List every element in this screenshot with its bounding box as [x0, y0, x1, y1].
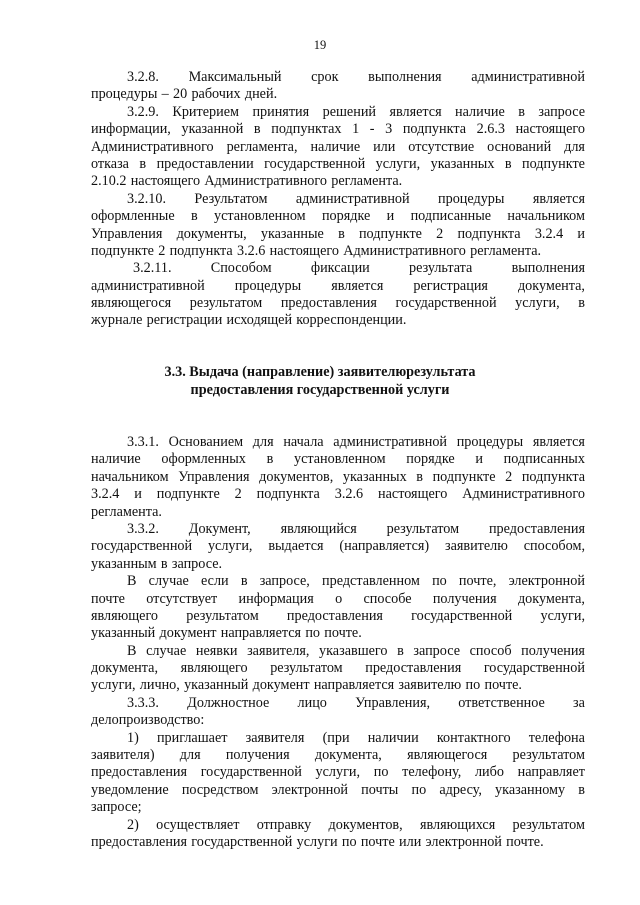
text-line: подпункте 2 подпункта 3.2.6 настоящего Административного регламента.: [91, 242, 542, 259]
section-3-2-continued: [91, 69, 585, 330]
paragraph-p329: [91, 104, 585, 191]
text-line: государственной услуги, выдается (направляется) заявителю способом,: [91, 538, 585, 555]
paragraph-p3210: [91, 191, 585, 261]
section-3-3-body: [91, 434, 585, 851]
paragraph-p3211: [91, 260, 585, 330]
text-line: информации, указанной в подпунктах 1 - 3 подпункта 2.6.3 настоящего: [91, 121, 585, 138]
section-heading-line-2: предоставления государственной услуги: [190, 381, 450, 398]
text-line: почте отсутствует информация о способе получения документа,: [91, 590, 585, 607]
text-line: журнале регистрации исходящей корреспонденции.: [91, 312, 407, 329]
paragraph-p333_1: [91, 730, 585, 817]
text-line: 3.2.10. Результатом административной процедуры является: [127, 190, 585, 207]
paragraph-p333: [91, 695, 585, 730]
text-line: 1) приглашает заявителя (при наличии контактного телефона: [127, 729, 585, 746]
text-line: оформленные в установленном порядке и подписанные начальником: [91, 208, 585, 225]
text-line: административной процедуры является регистрация документа,: [91, 277, 585, 294]
text-line: 3.3.2. Документ, являющийся результатом предоставления: [127, 520, 585, 537]
text-line: услуги, лично, указанный документ направляется заявителю по почте.: [91, 677, 522, 694]
text-line: заявителя) для получения документа, являющегося результатом: [91, 747, 585, 764]
paragraph-p332: [91, 521, 585, 573]
section-heading-line-1: 3.3. Выдача (направление) заявителюрезультата: [164, 364, 476, 380]
page-number: 19: [313, 38, 327, 52]
text-line: 3.3.3. Должностное лицо Управления, ответственное за: [127, 694, 585, 711]
paragraph-p333_2: [91, 817, 585, 852]
text-line: 2.10.2 настоящего Административного регламента.: [91, 173, 403, 190]
text-line: являющегося результатом предоставления государственной услуги, в: [91, 295, 585, 312]
text-line: 3.2.11. Способом фиксации результата выполнения: [133, 260, 585, 277]
text-line: предоставления государственной услуги, по телефону, либо направляет: [91, 764, 585, 781]
section-heading: [0, 364, 640, 399]
text-line: наличие оформленных в установленном порядке и подписанных: [91, 451, 585, 468]
paragraph-p332b: [91, 643, 585, 695]
text-line: В случае если в запросе, представленном по почте, электронной: [127, 573, 585, 590]
text-line: В случае неявки заявителя, указавшего в запросе способ получения: [127, 642, 585, 659]
text-line: 3.2.9. Критерием принятия решений является наличие в запросе: [127, 103, 585, 120]
text-line: 3.2.8. Максимальный срок выполнения административной: [127, 69, 585, 85]
text-line: предоставления государственной услуги по почте или электронной почте.: [91, 833, 544, 850]
text-line: уведомление посредством электронной почты по адресу, указанному в: [91, 781, 585, 798]
text-line: документа, являющего результатом предоставления государственной: [91, 660, 585, 677]
text-line: 3.3.1. Основанием для начала административной процедуры является: [127, 434, 585, 450]
text-line: Административного регламента, наличие или отсутствие оснований для: [91, 138, 585, 155]
paragraph-p328: [91, 69, 585, 104]
text-line: отказа в предоставлении государственной услуги, указанных в подпункте: [91, 155, 585, 172]
text-line: Управления документы, указанные в подпункте 2 подпункта 3.2.4 и: [91, 225, 585, 242]
paragraph-p331: [91, 434, 585, 521]
text-line: 2) осуществляет отправку документов, являющихся результатом: [127, 816, 585, 833]
text-line: делопроизводство:: [91, 712, 205, 729]
text-line: являющего результатом предоставления государственной услуги,: [91, 607, 585, 624]
text-line: начальником Управления документов, указанных в подпункте 2 подпункта: [91, 468, 585, 485]
text-line: 3.2.4 и подпункте 2 подпункта 3.2.6 настоящего Административного: [91, 486, 585, 503]
text-line: запросе;: [91, 799, 142, 816]
text-line: указанным в запросе.: [91, 555, 223, 572]
text-line: указанный документ направляется по почте.: [91, 625, 362, 642]
text-line: процедуры – 20 рабочих дней.: [91, 86, 278, 103]
text-line: регламента.: [91, 503, 162, 520]
paragraph-p332a: [91, 573, 585, 643]
